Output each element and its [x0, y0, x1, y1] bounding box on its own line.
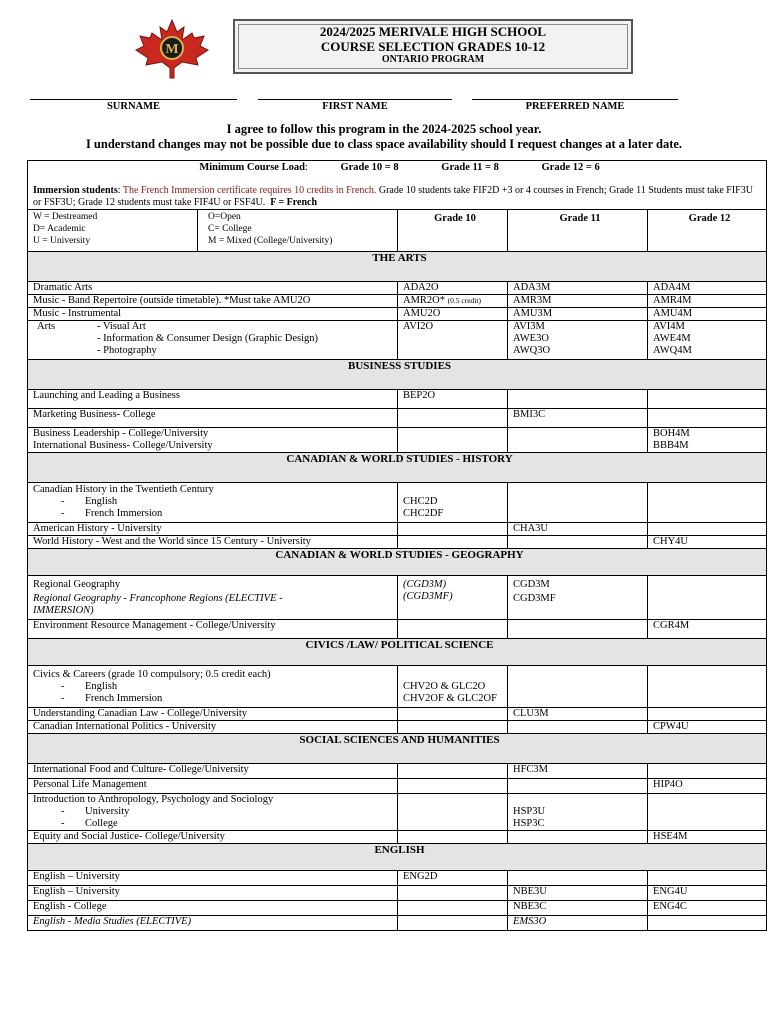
title-line-3: ONTARIO PROGRAM	[381, 54, 485, 65]
logo-letter: M	[165, 42, 179, 57]
course-code-g12: BOH4M	[648, 428, 767, 441]
course-code-g10: BEP2O	[398, 390, 508, 409]
course-code-g11: AVI3M AWE3O AWQ3O	[508, 321, 648, 360]
course-load-row: Minimum Course Load: Grade 10 = 8 Grade 11 = 8 Grade 12 = 6 Immersion students: The French Immersion certificate requires 10 credits in French. Grade 10 students take FIF2D +3 or 4 courses in French; Grade 11 Students must take FIF3U or FSF3U; Grade 12 students must take FIF4U or FSF4U. F = French	[28, 161, 767, 210]
course-name: Marketing Business- College	[28, 409, 398, 428]
course-code-g12: AVI4M AWE4M AWQ4M	[648, 321, 767, 360]
legend-m: M = Mixed (College/University)	[208, 236, 333, 246]
course-name: Launching and Leading a Business	[28, 390, 398, 409]
course-row	[28, 295, 767, 308]
course-code-g12: AMU4M	[648, 308, 767, 321]
legend-d: D= Academic	[33, 224, 86, 234]
course-code-g10: CHC2D CHC2DF	[398, 483, 508, 523]
course-name: American History - University	[28, 523, 398, 536]
course-load-g12: Grade 12 = 6	[541, 162, 600, 173]
course-code-g10: AVI2O	[398, 321, 508, 360]
first-name-label: FIRST NAME	[322, 101, 388, 112]
surname-label: SURNAME	[106, 101, 161, 112]
legend-o: O=Open	[208, 212, 241, 222]
surname-field[interactable]	[30, 99, 237, 112]
course-load-g11: Grade 11 = 8	[441, 162, 499, 173]
course-row	[28, 721, 767, 734]
title-line-2: COURSE SELECTION GRADES 10-12	[320, 39, 546, 54]
course-code-g11: EMS3O	[508, 916, 648, 931]
grade-12-header: Grade 12	[648, 210, 767, 252]
course-code-g11: NBE3U	[508, 886, 648, 901]
legend-u: U = University	[33, 236, 91, 246]
first-name-field[interactable]	[258, 99, 452, 112]
agreement-line-1: I agree to follow this program in the 2024-2025 school year.	[226, 122, 542, 136]
immersion-label: Immersion students	[33, 185, 118, 196]
course-name: Introduction to Anthropology, Psychology and Sociology - University - College	[28, 794, 398, 831]
course-name: Personal Life Management	[28, 779, 398, 794]
course-name: English - Media Studies (ELECTIVE)	[28, 916, 398, 931]
course-load-g10: Grade 10 = 8	[340, 162, 399, 173]
section-header-geography: CANADIAN & WORLD STUDIES - GEOGRAPHY	[28, 549, 767, 576]
course-code-g12: CPW4U	[648, 721, 767, 734]
course-code-g10: ADA2O	[398, 282, 508, 295]
course-name: Canadian History in the Twentieth Century - English - French Immersion	[28, 483, 398, 523]
course-code-g12: ENG4U	[648, 886, 767, 901]
course-code-g11: HSP3U HSP3C	[508, 794, 648, 831]
course-load-label: Minimum Course Load	[199, 162, 305, 173]
course-name: Music - Band Repertoire (outside timetable). *Must take AMU2O	[28, 295, 398, 308]
course-row	[28, 620, 767, 639]
course-code-g12: CGR4M	[648, 620, 767, 639]
course-row	[28, 886, 767, 901]
course-name: English – University	[28, 886, 398, 901]
section-header-arts: THE ARTS	[28, 252, 767, 282]
course-name: Equity and Social Justice- College/University	[28, 831, 398, 844]
title-line-1: 2024/2025 MERIVALE HIGH SCHOOL	[319, 24, 547, 39]
course-name: English - College	[28, 901, 398, 916]
course-name: Civics & Careers (grade 10 compulsory; 0.5 credit each) - English - French Immersion	[28, 666, 398, 708]
course-row	[28, 831, 767, 844]
course-row	[28, 536, 767, 549]
course-code-g12: CHY4U	[648, 536, 767, 549]
course-row	[28, 282, 767, 295]
grade-11-header: Grade 11	[508, 210, 648, 252]
course-selection-table	[27, 160, 767, 931]
course-code-g10: AMU2O	[398, 308, 508, 321]
course-row	[28, 409, 767, 428]
section-header-business: BUSINESS STUDIES	[28, 360, 767, 390]
credit-note: (0.5 credit)	[447, 296, 481, 305]
legend-row	[28, 210, 767, 252]
course-code-g10: AMR2O* (0.5 credit)	[398, 295, 508, 308]
course-name: Dramatic Arts	[28, 282, 398, 295]
course-name: Regional Geography Regional Geography - Francophone Regions (ELECTIVE - IMMERSION)	[28, 576, 398, 620]
legend-c: C= College	[208, 224, 252, 234]
course-row	[28, 764, 767, 779]
course-row	[28, 483, 767, 523]
course-code-g11: NBE3C	[508, 901, 648, 916]
course-name: English – University	[28, 871, 398, 886]
course-name: Business Leadership - College/University	[28, 428, 398, 441]
course-row	[28, 871, 767, 886]
title-box	[233, 19, 633, 74]
course-code-g11: BMI3C	[508, 409, 648, 428]
course-code-g12: HIP4O	[648, 779, 767, 794]
course-code-g10: (CGD3M) (CGD3MF)	[398, 576, 508, 620]
course-code-g11: CGD3M CGD3MF	[508, 576, 648, 620]
section-header-civics: CIVICS /LAW/ POLITICAL SCIENCE	[28, 639, 767, 666]
section-header-social-sciences: SOCIAL SCIENCES AND HUMANITIES	[28, 734, 767, 764]
course-row	[28, 794, 767, 831]
course-name: Environment Resource Management - College/University	[28, 620, 398, 639]
course-code-g10: CHV2O & GLC2O CHV2OF & GLC2OF	[398, 666, 508, 708]
course-row	[28, 428, 767, 441]
course-name: World History - West and the World since 15 Century - University	[28, 536, 398, 549]
course-code-g12: AMR4M	[648, 295, 767, 308]
course-code-g11: AMR3M	[508, 295, 648, 308]
section-header-english: ENGLISH	[28, 844, 767, 871]
course-row	[28, 523, 767, 536]
course-name: International Business- College/University	[28, 440, 398, 453]
course-name: Understanding Canadian Law - College/University	[28, 708, 398, 721]
grade-10-header: Grade 10	[398, 210, 508, 252]
school-logo-maple-leaf	[132, 18, 212, 80]
course-code-g12: HSE4M	[648, 831, 767, 844]
course-row	[28, 390, 767, 409]
course-row	[28, 901, 767, 916]
course-code-g11: CHA3U	[508, 523, 648, 536]
course-name: Arts - Visual Art - Information & Consumer Design (Graphic Design) - Photography	[28, 321, 398, 360]
preferred-name-label: PREFERRED NAME	[525, 101, 625, 112]
course-row	[28, 708, 767, 721]
immersion-red-text: The French Immersion certificate requires 10 credits in French.	[122, 185, 377, 196]
course-row	[28, 916, 767, 931]
preferred-name-field[interactable]	[472, 99, 678, 112]
course-code-g10: ENG2D	[398, 871, 508, 886]
course-name: Canadian International Politics - University	[28, 721, 398, 734]
course-row	[28, 440, 767, 453]
course-row	[28, 779, 767, 794]
course-row	[28, 308, 767, 321]
immersion-text: Grade 10 students take FIF2D +3 or 4 courses in French; Grade 11 Students must take FIF3U or FSF3U; Grade 12 students must take FIF4U or FSF4U.	[33, 185, 753, 208]
course-row	[28, 321, 767, 360]
agreement-line-2: I understand changes may not be possible due to class space availability should I request changes at a later date.	[85, 137, 683, 151]
legend-w: W = Destreamed	[33, 212, 98, 222]
course-code-g11: AMU3M	[508, 308, 648, 321]
french-legend: F = French	[270, 197, 318, 208]
course-code-g12: ADA4M	[648, 282, 767, 295]
course-code-g11: CLU3M	[508, 708, 648, 721]
course-row	[28, 576, 767, 620]
course-code-g12: BBB4M	[648, 440, 767, 453]
course-row	[28, 666, 767, 708]
course-code-g11: ADA3M	[508, 282, 648, 295]
course-code-g12: ENG4C	[648, 901, 767, 916]
course-code-g11: HFC3M	[508, 764, 648, 779]
course-name: Music - Instrumental	[28, 308, 398, 321]
section-header-history: CANADIAN & WORLD STUDIES - HISTORY	[28, 453, 767, 483]
course-name: International Food and Culture- College/University	[28, 764, 398, 779]
